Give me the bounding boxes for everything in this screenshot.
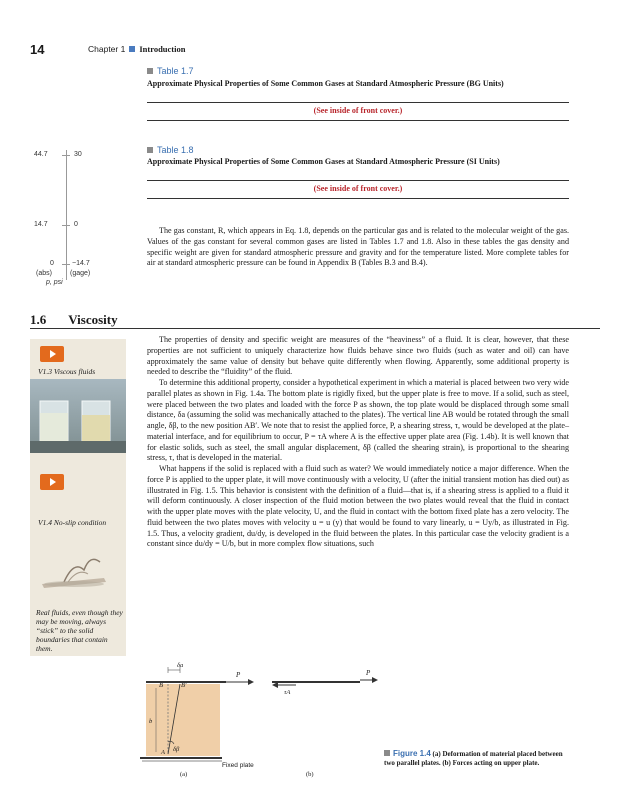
paragraph: The properties of density and specific weight are measures of the “heaviness” of a fluid. It is clear, however, that these properties are not sufficient to uniquely characterize how fluids behave since two fluids (such as water and oil) can have approximately the same value of density but behave quite differently when flowing. Apparently, some additional property is needed to describe the “fluidity” of the fluid.: [147, 335, 569, 377]
figure-caption-text: (a) Deformation of material placed between two parallel plates. (b) Forces acting on upper plate.: [384, 750, 563, 767]
table-rule: [147, 180, 569, 181]
viscous-fluids-photo: [30, 379, 126, 453]
table-1-7-caption: Approximate Physical Properties of Some Common Gases at Standard Atmospheric Pressure (BG Units): [147, 79, 504, 88]
video-sidebar-2: [30, 468, 126, 602]
section-number: 1.6: [30, 312, 47, 327]
force-arrow-b: [372, 677, 378, 683]
intro-paragraph: [147, 226, 569, 269]
gauge-top-abs: 44.7: [34, 151, 48, 158]
table-rule: [147, 102, 569, 103]
table-1-8-see: (See inside of front cover.): [313, 184, 403, 193]
play-button[interactable]: [40, 474, 64, 490]
play-button[interactable]: [40, 346, 64, 362]
scale-tick: [62, 264, 70, 265]
subfig-a-label: (a): [180, 771, 188, 778]
material-block: [146, 684, 220, 756]
paragraph: The gas constant, R, which appears in Eq. 1.8, depends on the particular gas and is related to the molecular weight of the gas. Values of the gas constant for several common gases are listed in Tables 1.7 and 1.8. Also in these tables the gas density and specific weight are given for standard atmospheric pressure and gravity and for the temperature listed. More complete tables for air at standard atmospheric pressure can be found in Appendix B (Tables B.3 and B.4).: [147, 226, 569, 268]
figure-label: Figure 1.4: [393, 749, 431, 758]
page-number: 14: [30, 42, 45, 57]
square-icon: [384, 750, 390, 756]
point-b-label: B: [159, 682, 163, 689]
gauge-top-gage: 30: [74, 151, 82, 158]
force-p-label-b: P: [366, 669, 371, 677]
point-b-prime-label: B′: [181, 682, 187, 689]
paragraph: What happens if the solid is replaced with a fluid such as water? We would immediately notice a major difference. When the force P is applied to the upper plate, it will move continuously with a velocity, U (after the initial transient motion has died out) as illustrated in Fig. 1.5. This behavior is consistent with the definition of a fluid—that is, if a shearing stress is applied to a fluid it will deform continuously. A closer inspection of the fluid motion between the two plates would reveal that the fluid in contact with the upper plate moves with the plate velocity, U, and the fluid in contact with the bottom fixed plate has a zero velocity. The fluid between the two plates moves with velocity u = u (y) that would be found to vary linearly, u = Uy/b, as illustrated in Fig. 1.5. Thus, a velocity gradient, du/dy, is developed in the fluid between the plates. In this particular case the velocity gradient is a constant since du/dy = U/b, but in more complex flow situations, such: [147, 464, 569, 549]
main-body: [147, 335, 569, 550]
scale-tick: [62, 155, 70, 156]
chapter-title: Introduction: [139, 44, 186, 54]
tau-a-label: τA: [284, 689, 291, 696]
table-1-7-label: Table 1.7: [147, 66, 194, 76]
table-rule: [147, 198, 569, 199]
video-label-no-slip: V1.4 No-slip condition: [38, 518, 107, 527]
margin-note: Real fluids, even though they may be moving, always “stick” to the solid boundaries that contain them.: [36, 608, 123, 653]
gauge-gage-label: (gage): [70, 270, 91, 277]
table-1-8-caption: Approximate Physical Properties of Some Common Gases at Standard Atmospheric Pressure (SI Units): [147, 157, 500, 166]
subfig-b-label: (b): [306, 771, 314, 778]
figure-caption: [384, 749, 574, 768]
margin-note-box: [30, 600, 126, 656]
section-rule: [30, 328, 600, 329]
gauge-bot-gage: −14.7: [72, 260, 90, 267]
square-icon: [147, 147, 153, 153]
square-icon: [147, 68, 153, 74]
table-rule: [147, 120, 569, 121]
gauge-bot-abs: 0: [50, 260, 54, 267]
play-icon: [50, 350, 56, 358]
square-icon: [129, 46, 135, 52]
section-heading: [30, 312, 118, 328]
figure-1-4-diagram: [140, 660, 390, 780]
chapter-label: Chapter 1: [88, 44, 126, 54]
table-1-8-label: Table 1.8: [147, 145, 194, 155]
video-label-viscous: V1.3 Viscous fluids: [38, 367, 96, 376]
table-1-7-see: (See inside of front cover.): [313, 106, 403, 115]
gauge-abs-label: (abs): [36, 270, 52, 277]
delta-beta-label: δβ: [173, 746, 180, 753]
force-p-label: P: [236, 671, 241, 679]
gauge-mid-gage: 0: [74, 221, 78, 228]
fixed-plate-label: Fixed plate: [222, 762, 254, 769]
play-icon: [50, 478, 56, 486]
delta-a-label: δa: [177, 662, 184, 669]
no-slip-photo: [34, 540, 122, 596]
paragraph: To determine this additional property, consider a hypothetical experiment in which a material is placed between two very wide parallel plates as shown in Fig. 1.4a. The bottom plate is rigidly fixed, but the upper plate is free to move. If a solid, such as steel, were placed between the two plates and loaded with the force P as shown, the top plate would be displaced through some small distance, δa (assuming the solid was mechanically attached to the plates). The vertical line AB would be rotated through the small angle, δβ, to the new position AB′. We note that to resist the applied force, P, a shearing stress, τ, would be developed at the plate–material interface, and for equilibrium to occur, P = τA where A is the effective upper plate area (Fig. 1.4b). It is well known that for elastic solids, such as steel, the small angular displacement, δβ (called the shearing strain), is proportional to the shearing stress, τ, that is developed in the material.: [147, 378, 569, 463]
gauge-unit-label: p, psi: [46, 279, 63, 286]
section-title: Viscosity: [68, 312, 118, 327]
running-header: [88, 44, 185, 54]
pressure-scale-line: [66, 150, 67, 280]
point-a-label: A: [161, 749, 165, 756]
gauge-mid-abs: 14.7: [34, 221, 48, 228]
scale-tick: [62, 225, 70, 226]
dim-b-label: b: [149, 718, 153, 725]
